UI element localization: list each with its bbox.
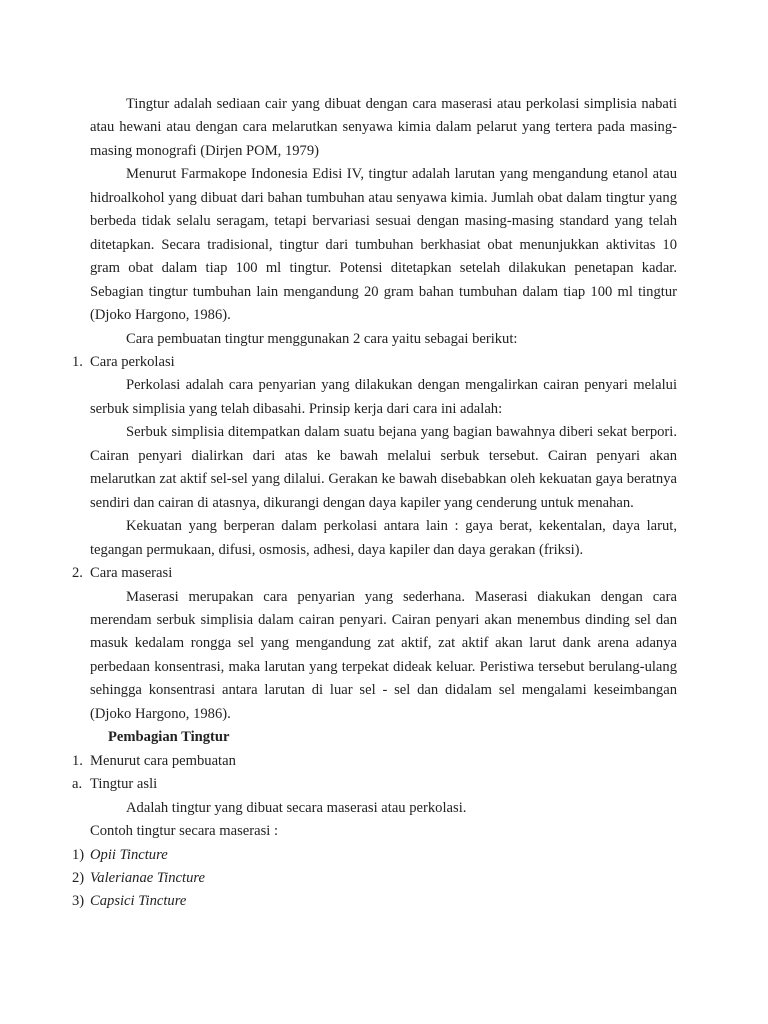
classification-item-1-label: Menurut cara pembuatan [90,752,236,769]
method-perkolasi-label: Cara perkolasi [90,353,175,370]
example-item [72,867,677,890]
perkolasi-paragraph-forces: Kekuatan yang berperan dalam perkolasi antara lain : gaya berat, kekentalan, daya larut, tegangan permukaan, difusi, osmosis, adhesi, daya kapiler dan daya gerakan (friksi). [90,518,677,558]
perkolasi-paragraph-definition: Perkolasi adalah cara penyarian yang dilakukan dengan mengalirkan cairan penyari melalui serbuk simplisia yang telah dibasahi. Prinsip kerja dari cara ini adalah: [90,377,677,417]
example-label: Valerianae Tincture [90,869,205,886]
example-label: Opii Tincture [90,846,168,863]
classification-item-1 [72,750,677,773]
classification-item-a [72,773,677,796]
method-maserasi-label: Cara maserasi [90,565,173,582]
example-item [72,890,677,913]
maserasi-paragraph: Maserasi merupakan cara penyarian yang sederhana. Maserasi diakukan dengan cara merendam serbuk simplisia dalam cairan penyari. Cairan penyari akan menembus dinding sel dan masuk kedalam rongga sel yang mengandung zat aktif, zat aktif akan larut dank arena adanya perbedaan konsentrasi, maka larutan yang terpekat dideak keluar. Peristiwa tersebut berulang-ulang sehingga konsentrasi antara larutan di luar sel - sel dan didalam sel mengalami keseimbangan (Djoko Hargono, 1986). [90,588,677,722]
example-label: Capsici Tincture [90,893,187,910]
intro-paragraph-methods: Cara pembuatan tingtur menggunakan 2 cara yaitu sebagai berikut: [126,330,518,347]
list-marker: 3) [72,893,85,910]
list-marker: a. [72,776,83,793]
tingtur-asli-description: Adalah tingtur yang dibuat secara maserasi atau perkolasi. [126,799,467,816]
list-marker: 2. [72,565,83,582]
example-item [72,844,677,867]
intro-paragraph-farmakope: Menurut Farmakope Indonesia Edisi IV, tingtur adalah larutan yang mengandung etanol atau hidroalkohol yang dibuat dari bahan tumbuhan atau senyawa kimia. Jumlah obat dalam tingtur yang berbeda tidak selalu seragam, tetapi bervariasi sesuai dengan masing-masing standard yang telah ditetapkan. Secara tradisional, tingtur dari tumbuhan berkhasiat obat menunjukkan aktivitas 10 gram obat dalam tiap 100 ml tingtur. Potensi ditetapkan setelah dilakukan penetapan kadar. Sebagian tingtur tumbuhan lain mengandung 20 gram bahan tumbuhan dalam tiap 100 ml tingtur (Djoko Hargono, 1986). [90,166,677,324]
examples-intro: Contoh tingtur secara maserasi : [90,823,279,840]
list-marker: 2) [72,869,85,886]
method-maserasi-item [72,562,677,585]
classification-item-a-label: Tingtur asli [90,776,158,793]
intro-paragraph-definition: Tingtur adalah sediaan cair yang dibuat dengan cara maserasi atau perkolasi simplisia nabati atau hewani atau dengan cara melarutkan senyawa kimia dalam pelarut yang tertera pada masing-masing monografi (Dirjen POM, 1979) [90,96,677,159]
document-page [72,93,677,914]
list-marker: 1. [72,752,83,769]
list-marker: 1) [72,846,85,863]
section-heading: Pembagian Tingtur [108,729,230,746]
method-perkolasi-item [72,351,677,374]
list-marker: 1. [72,353,83,370]
perkolasi-paragraph-principle: Serbuk simplisia ditempatkan dalam suatu bejana yang bagian bawahnya diberi sekat berpori. Cairan penyari dialirkan dari atas ke bawah melalui serbuk tersebut. Cairan penyari akan melarutkan zat aktif sel-sel yang dilalui. Gerakan ke bawah disebabkan oleh kekuatan gaya beratnya sendiri dan cairan di atasnya, dikurangi dengan daya kapiler yang cenderung untuk menahan. [90,424,677,511]
